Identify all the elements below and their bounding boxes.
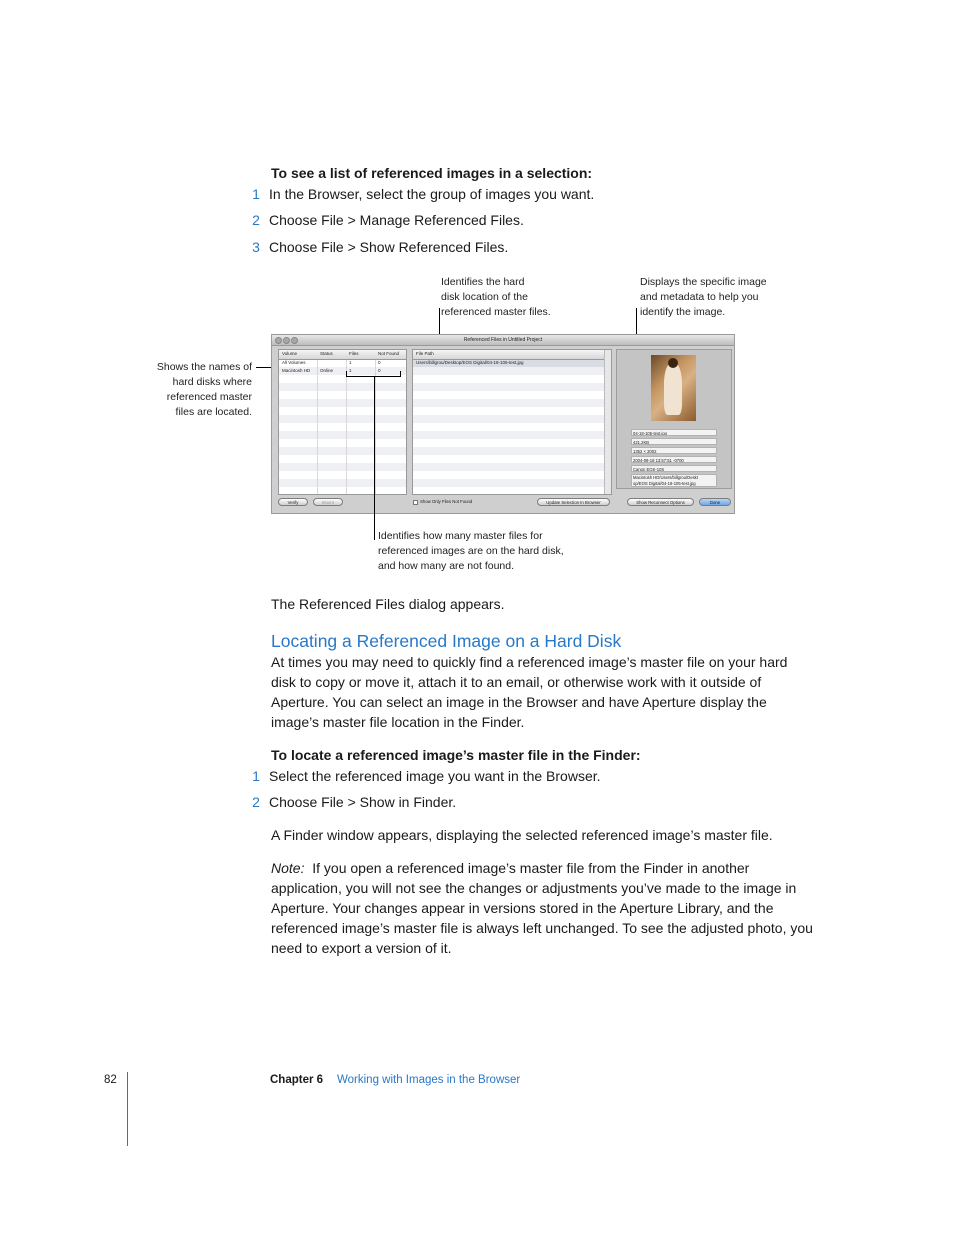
column-header[interactable]: Files	[349, 351, 359, 356]
update-selection-button[interactable]: Update Selection In Browser	[537, 498, 610, 506]
paragraph-line: At times you may need to quickly find a referenced image’s master file on your hard	[271, 654, 788, 670]
zoom-icon[interactable]	[291, 337, 298, 344]
footer-rule	[127, 1072, 128, 1146]
callout-specific-image	[640, 275, 767, 320]
not-found-count: 0	[378, 360, 381, 365]
file-path-table	[412, 349, 612, 495]
chapter-label: Chapter 6	[270, 1074, 324, 1086]
callout-hard-disk-location	[441, 275, 551, 320]
section-title: Locating a Referenced Image on a Hard Disk	[271, 631, 622, 651]
verify-button[interactable]: Verify	[278, 498, 308, 506]
callout-line: and metadata to help you	[640, 291, 759, 303]
procedure-heading: To see a list of referenced images in a selection:	[271, 165, 593, 181]
dialog-titlebar	[272, 335, 734, 346]
callout-line: Identifies how many master files for	[378, 530, 543, 542]
metadata-size: 421.2KB	[631, 438, 717, 445]
photo-thumbnail	[651, 355, 696, 421]
callout-line: disk location of the	[441, 291, 528, 303]
not-found-count: 0	[378, 368, 381, 373]
column-header[interactable]: Volume	[282, 351, 298, 356]
window-controls	[275, 337, 299, 348]
scrollbar[interactable]	[604, 350, 611, 494]
step-text: Choose File > Manage Referenced Files.	[269, 212, 524, 228]
callout-leader-line	[374, 377, 375, 540]
note-label: Note:	[271, 860, 305, 876]
column-header[interactable]: Status	[320, 351, 333, 356]
referenced-files-dialog	[271, 334, 735, 514]
chapter-title-link[interactable]: Working with Images in the Browser	[337, 1074, 521, 1086]
callout-line: Displays the specific image	[640, 276, 767, 288]
paragraph-line: Aperture. Your changes appear in versions stored in the Aperture Library, and the	[271, 900, 774, 916]
dialog-title: Referenced Files in Untitled Project	[463, 337, 543, 343]
step-text: Select the referenced image you want in the Browser.	[269, 768, 601, 784]
callout-line: referenced master files.	[441, 306, 551, 318]
metadata-path-line: Macintosh HD/Users/billgrou/Deskt	[633, 475, 698, 480]
step-number: 2	[252, 794, 260, 810]
callout-line: hard disks where	[172, 376, 252, 388]
step-text: Choose File > Show in Finder.	[269, 794, 457, 810]
paragraph-line: need to export a version of it.	[271, 940, 452, 956]
step-number: 3	[252, 239, 260, 255]
show-only-not-found-label: Show Only Files Not Found	[420, 499, 473, 504]
volume-name: All Volumes	[282, 360, 306, 365]
step-number: 1	[252, 768, 260, 784]
file-path: Users/billgrou/Desktop/EOS Digital/04-18-105-test.jpg	[416, 360, 524, 365]
step-text: In the Browser, select the group of images you want.	[269, 186, 595, 202]
show-only-not-found-checkbox[interactable]	[413, 500, 418, 505]
metadata-path	[631, 474, 717, 487]
files-count: 1	[349, 360, 352, 365]
dialog-result-text: The Referenced Files dialog appears.	[271, 596, 505, 612]
step-text: Choose File > Show Referenced Files.	[269, 239, 509, 255]
mount-button[interactable]: Mount	[313, 498, 343, 506]
metadata-path-line: op/EOS Digital/04-18-105-test.jpg	[633, 481, 696, 486]
callout-master-count	[378, 529, 564, 574]
volume-table	[278, 349, 407, 495]
files-count: 1	[349, 368, 352, 373]
paragraph-line: Aperture. You can select an image in the Browser and have Aperture display the	[271, 694, 767, 710]
intro-paragraph	[271, 652, 787, 732]
metadata-camera: Canon EOS-10S	[631, 465, 717, 472]
page-number: 82	[104, 1074, 117, 1086]
bracket-line	[346, 371, 347, 377]
callout-line: referenced master	[166, 391, 252, 403]
image-preview-panel	[616, 349, 732, 489]
paragraph-line: disk to copy or move it, attach it to an email, or otherwise work with it outside of	[271, 674, 762, 690]
paragraph-line	[271, 858, 813, 878]
paragraph-line: referenced image’s master file is always left unchanged. To see the adjusted photo, you	[271, 920, 813, 936]
step-number: 1	[252, 186, 260, 202]
paragraph-line: application, you will not see the changes or adjustments you’ve made to the image in	[271, 880, 797, 896]
callout-line: referenced images are on the hard disk,	[378, 545, 564, 557]
metadata-dimensions: 1352 × 2002	[631, 447, 717, 454]
metadata-filename: 04-18-105-test.jpg	[631, 429, 717, 436]
note-text: If you open a referenced image’s master file from the Finder in another	[312, 860, 750, 876]
minimize-icon[interactable]	[283, 337, 290, 344]
note-paragraph	[271, 858, 813, 958]
callout-line: identify the image.	[640, 306, 726, 318]
done-button[interactable]: Done	[699, 498, 731, 506]
result-text: A Finder window appears, displaying the selected referenced image’s master file.	[271, 827, 773, 843]
paragraph-line: image’s master file location in the Finder.	[271, 714, 525, 730]
step-number: 2	[252, 212, 260, 228]
volume-name: Macintosh HD	[282, 368, 311, 373]
volume-status: Online	[320, 368, 334, 373]
procedure-heading: To locate a referenced image’s master file in the Finder:	[271, 747, 641, 763]
column-header[interactable]: Not Found	[378, 351, 400, 356]
bracket-line	[400, 371, 401, 377]
callout-line: and how many are not found.	[378, 560, 515, 572]
show-reconnect-options-button[interactable]: Show Reconnect Options	[627, 498, 694, 506]
close-icon[interactable]	[275, 337, 282, 344]
callout-disk-names	[130, 360, 252, 420]
callout-line: Shows the names of	[156, 361, 252, 373]
metadata-date: 2004-09-18 13:57:51 -0700	[631, 456, 717, 463]
callout-line: files are located.	[175, 406, 252, 418]
callout-line: Identifies the hard	[441, 276, 525, 288]
column-header[interactable]: File Path	[416, 351, 434, 356]
